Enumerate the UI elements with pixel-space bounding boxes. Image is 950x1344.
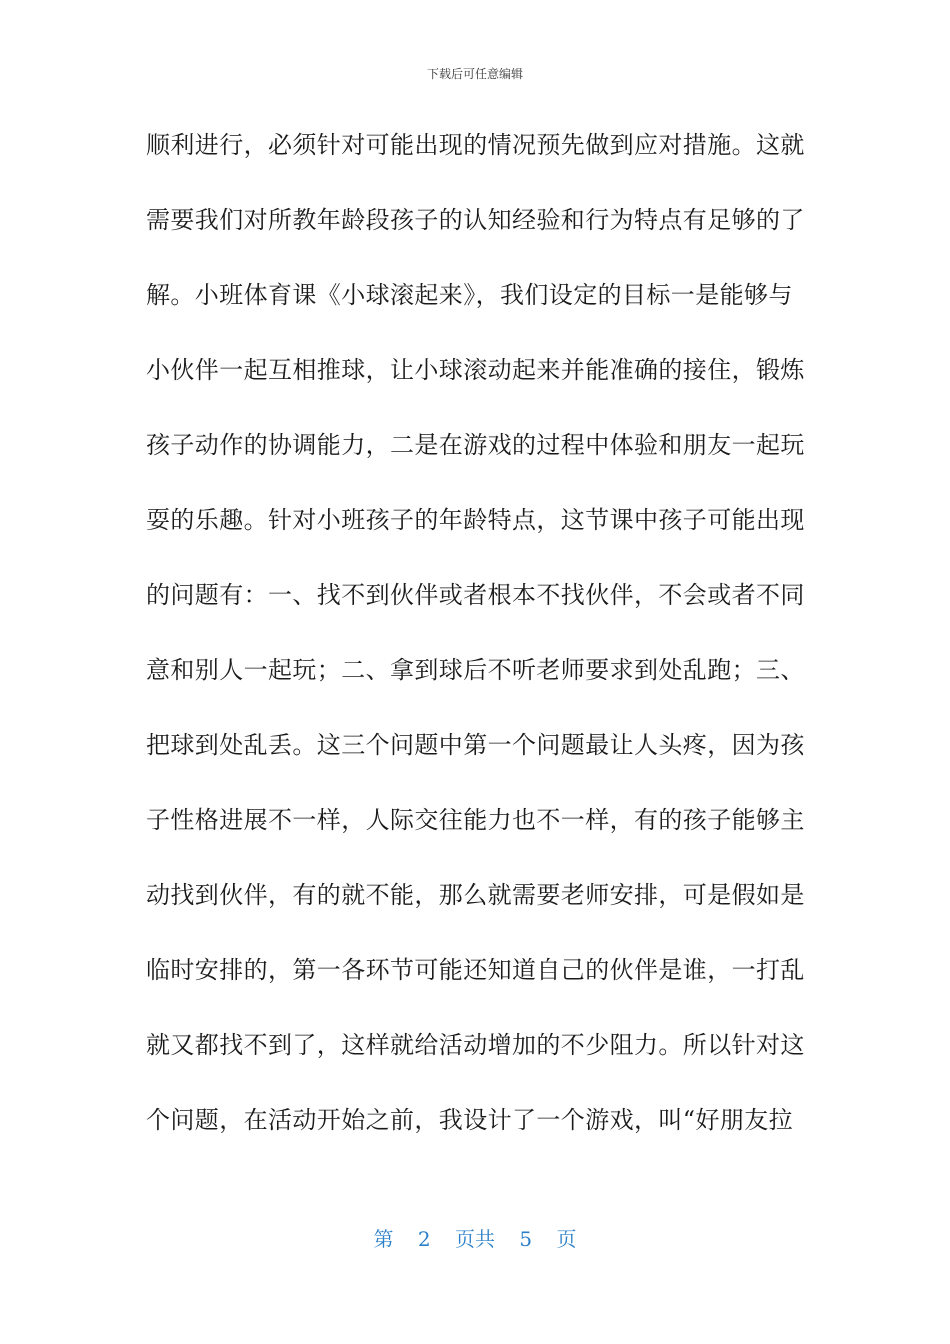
paragraph-line: 意和别人一起玩；二、拿到球后不听老师要求到处乱跑；三、	[146, 656, 805, 684]
paragraph-line: 孩子动作的协调能力，二是在游戏的过程中体验和朋友一起玩	[146, 431, 805, 459]
paragraph-line: 就又都找不到了，这样就给活动增加的不少阻力。所以针对这	[146, 1031, 805, 1059]
paragraph-line: 子性格进展不一样，人际交往能力也不一样，有的孩子能够主	[146, 806, 805, 834]
paragraph-line: 个问题，在活动开始之前，我设计了一个游戏，叫“好朋友拉	[146, 1106, 794, 1134]
footer-label-page: 第	[373, 1227, 394, 1251]
paragraph-line: 小伙伴一起互相推球，让小球滚动起来并能准确的接住，锻炼	[146, 356, 805, 384]
footer-label-of: 页共	[455, 1227, 495, 1251]
paragraph-line: 的问题有：一、找不到伙伴或者根本不找伙伴，不会或者不同	[146, 581, 805, 609]
paragraph-line: 解。小班体育课《小球滚起来》，我们设定的目标一是能够与	[146, 281, 793, 309]
paragraph-line: 把球到处乱丢。这三个问题中第一个问题最让人头疼，因为孩	[146, 731, 805, 759]
footer-total-pages: 5	[519, 1227, 533, 1251]
paragraph-line: 动找到伙伴，有的就不能，那么就需要老师安排，可是假如是	[146, 881, 805, 909]
footer-label-end: 页	[556, 1227, 577, 1251]
page-header: 下载后可任意编辑	[426, 67, 523, 81]
paragraph-line: 顺利进行，必须针对可能出现的情况预先做到应对措施。这就	[146, 131, 805, 159]
footer-current-page: 2	[417, 1227, 431, 1251]
paragraph-line: 临时安排的，第一各环节可能还知道自己的伙伴是谁，一打乱	[146, 956, 805, 984]
page-footer	[0, 1226, 950, 1252]
paragraph-line: 耍的乐趣。针对小班孩子的年龄特点，这节课中孩子可能出现	[146, 506, 805, 534]
paragraph-line: 需要我们对所教年龄段孩子的认知经验和行为特点有足够的了	[146, 206, 805, 234]
